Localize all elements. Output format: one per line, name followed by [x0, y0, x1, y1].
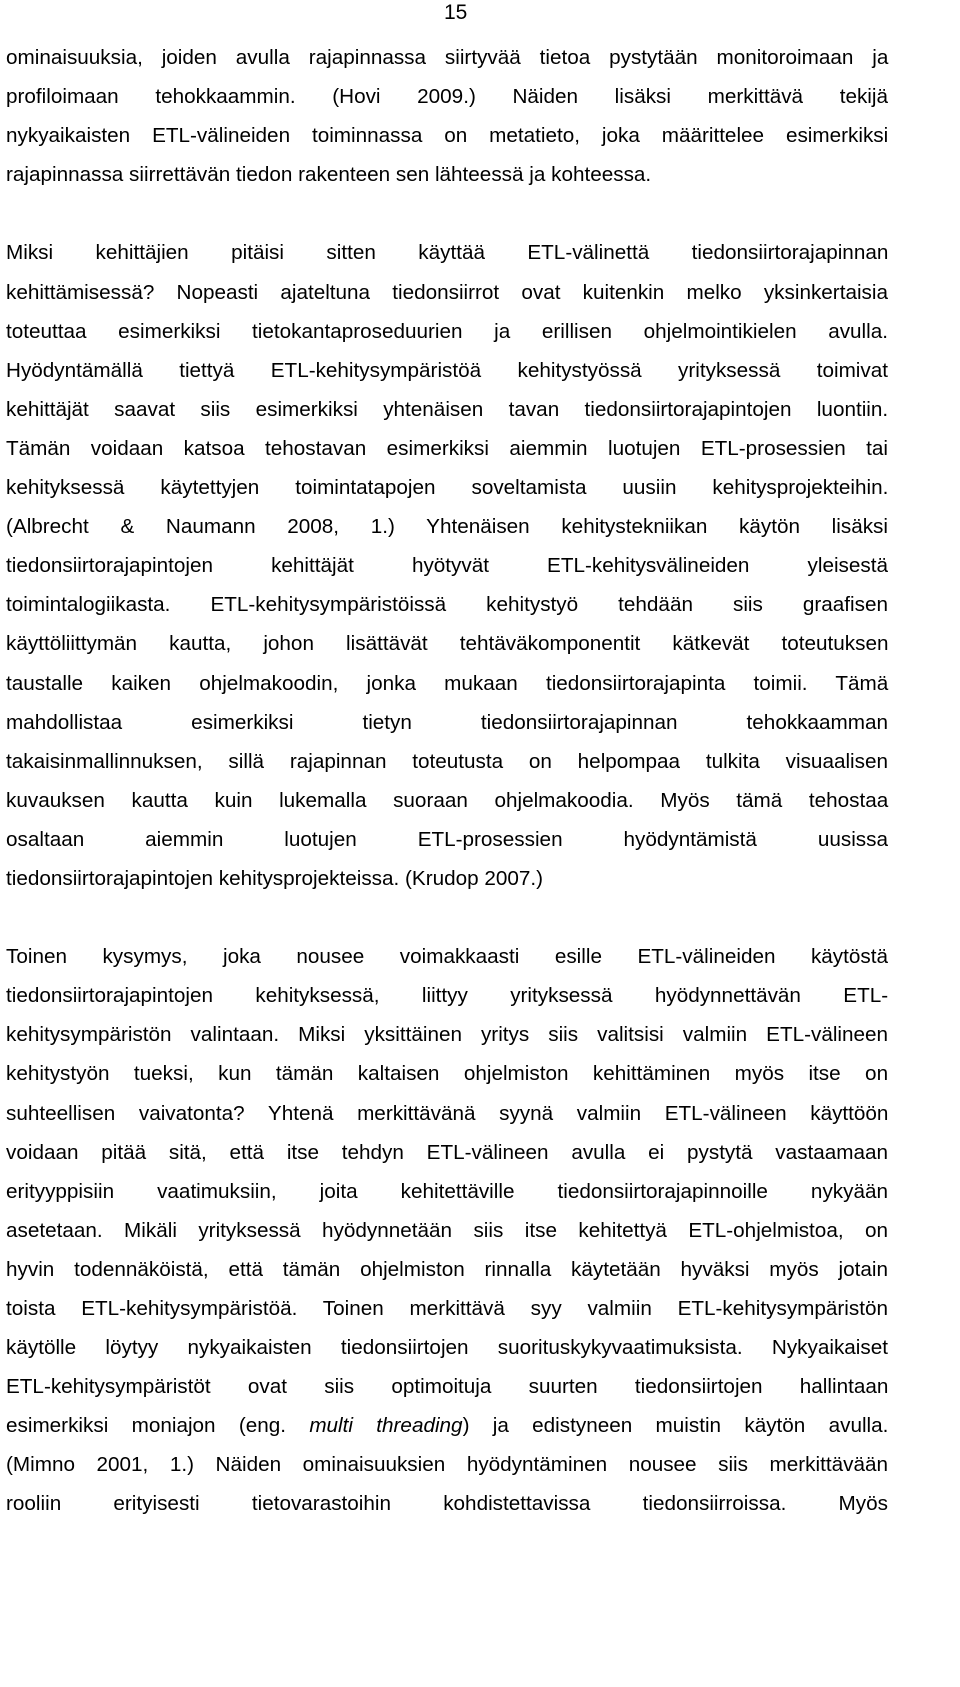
text-segment: ) ja edistyneen muistin käytön avulla.	[462, 1414, 889, 1438]
text-line: nykyaikaisten ETL-välineiden toiminnassa on metatieto, joka määrittelee esimerkiksi	[6, 124, 889, 148]
paragraph-3	[6, 937, 888, 1523]
text-line: tiedonsiirtorajapintojen kehitysprojekteissa. (Krudop 2007.)	[6, 866, 544, 890]
text-line: ETL-kehitysympäristöt ovat siis optimoituja suurten tiedonsiirtojen hallintaan	[6, 1375, 889, 1399]
text-line: rooliin erityisesti tietovarastoihin kohdistettavissa tiedonsiirroissa. Myös	[6, 1492, 888, 1516]
paragraph-gap	[6, 194, 888, 233]
text-line: hyvin todennäköistä, että tämän ohjelmiston rinnalla käytetään hyväksi myös jotain	[6, 1257, 888, 1281]
text-line: tiedonsiirtorajapintojen kehityksessä, liittyy yrityksessä hyödynnettävän ETL-	[6, 984, 889, 1008]
text-line: voidaan pitää sitä, että itse tehdyn ETL-välineen avulla ei pystytä vastaamaan	[6, 1140, 888, 1164]
text-line: profiloimaan tehokkaammin. (Hovi 2009.) Näiden lisäksi merkittävä tekijä	[6, 85, 888, 109]
text-line: toteuttaa esimerkiksi tietokantaproseduurien ja erillisen ohjelmointikielen avulla.	[6, 319, 888, 343]
text-line: tiedonsiirtorajapintojen kehittäjät hyötyvät ETL-kehitysvälineiden yleisestä	[6, 554, 888, 578]
text-line: osaltaan aiemmin luotujen ETL-prosessien hyödyntämistä uusissa	[6, 827, 888, 851]
text-line: käytölle löytyy nykyaikaisten tiedonsiirtojen suorituskykyvaatimuksista. Nykyaikaiset	[6, 1336, 888, 1360]
text-line: suhteellisen vaivatonta? Yhtenä merkittävänä syynä valmiin ETL-välineen käyttöön	[6, 1101, 889, 1125]
text-line: käyttöliittymän kautta, johon lisättävät tehtäväkomponentit kätkevät toteutuksen	[6, 632, 889, 656]
text-line: Miksi kehittäjien pitäisi sitten käyttää ETL-välinettä tiedonsiirtorajapinnan	[6, 241, 889, 265]
text-line: asetetaan. Mikäli yrityksessä hyödynnetään siis itse kehitettyä ETL-ohjelmistoa, on	[6, 1218, 888, 1242]
text-line: Hyödyntämällä tiettyä ETL-kehitysympäristöä kehitystyössä yrityksessä toimivat	[6, 358, 888, 382]
text-line: Toinen kysymys, joka nousee voimakkaasti esille ETL-välineiden käytöstä	[6, 945, 888, 969]
text-line: kehitystyön tueksi, kun tämän kaltaisen ohjelmiston kehittäminen myös itse on	[6, 1062, 889, 1086]
text-line: Tämän voidaan katsoa tehostavan esimerkiksi aiemmin luotujen ETL-prosessien tai	[6, 436, 888, 460]
text-line: kehityksessä käytettyjen toimintatapojen soveltamista uusiin kehitysprojekteihin.	[6, 476, 889, 500]
text-line: (Albrecht & Naumann 2008, 1.) Yhtenäisen kehitystekniikan käytön lisäksi	[6, 515, 888, 539]
text-line: toista ETL-kehitysympäristöä. Toinen merkittävä syy valmiin ETL-kehitysympäristön	[6, 1297, 888, 1320]
text-line: (Mimno 2001, 1.) Näiden ominaisuuksien hyödyntäminen nousee siis merkittävään	[6, 1453, 888, 1477]
text-line-with-italic	[6, 1406, 888, 1445]
paragraph-gap	[6, 898, 888, 937]
document-body	[6, 38, 888, 1524]
page-number: 15	[444, 1, 468, 24]
text-segment: esimerkiksi moniajon (eng.	[6, 1414, 310, 1438]
text-line: toimintalogiikasta. ETL-kehitysympäristöissä kehitystyö tehdään siis graafisen	[6, 593, 888, 617]
paragraph-1	[6, 38, 888, 194]
text-line: ominaisuuksia, joiden avulla rajapinnassa siirtyvää tietoa pystytään monitoroimaan ja	[6, 46, 889, 69]
text-line: rajapinnassa siirrettävän tiedon rakenteen sen lähteessä ja kohteessa.	[6, 163, 652, 187]
text-line: kehitysympäristön valintaan. Miksi yksittäinen yritys siis valitsisi valmiin ETL-välineen	[6, 1023, 889, 1047]
text-line: kehittämisessä? Nopeasti ajateltuna tiedonsiirrot ovat kuitenkin melko yksinkertaisia	[6, 280, 888, 304]
text-line: mahdollistaa esimerkiksi tietyn tiedonsiirtorajapinnan tehokkaamman	[6, 710, 888, 734]
text-line: kuvauksen kautta kuin lukemalla suoraan ohjelmakoodia. Myös tämä tehostaa	[6, 788, 889, 812]
text-line: takaisinmallinnuksen, sillä rajapinnan toteutusta on helpompaa tulkita visuaalisen	[6, 749, 888, 773]
text-line: taustalle kaiken ohjelmakoodin, jonka mukaan tiedonsiirtorajapinta toimii. Tämä	[6, 671, 889, 695]
text-line: erityyppisiin vaatimuksiin, joita kehitettäville tiedonsiirtorajapinnoille nykyään	[6, 1179, 888, 1203]
italic-term: multi threading	[309, 1414, 463, 1438]
paragraph-2	[6, 233, 888, 898]
text-line: kehittäjät saavat siis esimerkiksi yhtenäisen tavan tiedonsiirtorajapintojen luontiin.	[6, 397, 889, 421]
